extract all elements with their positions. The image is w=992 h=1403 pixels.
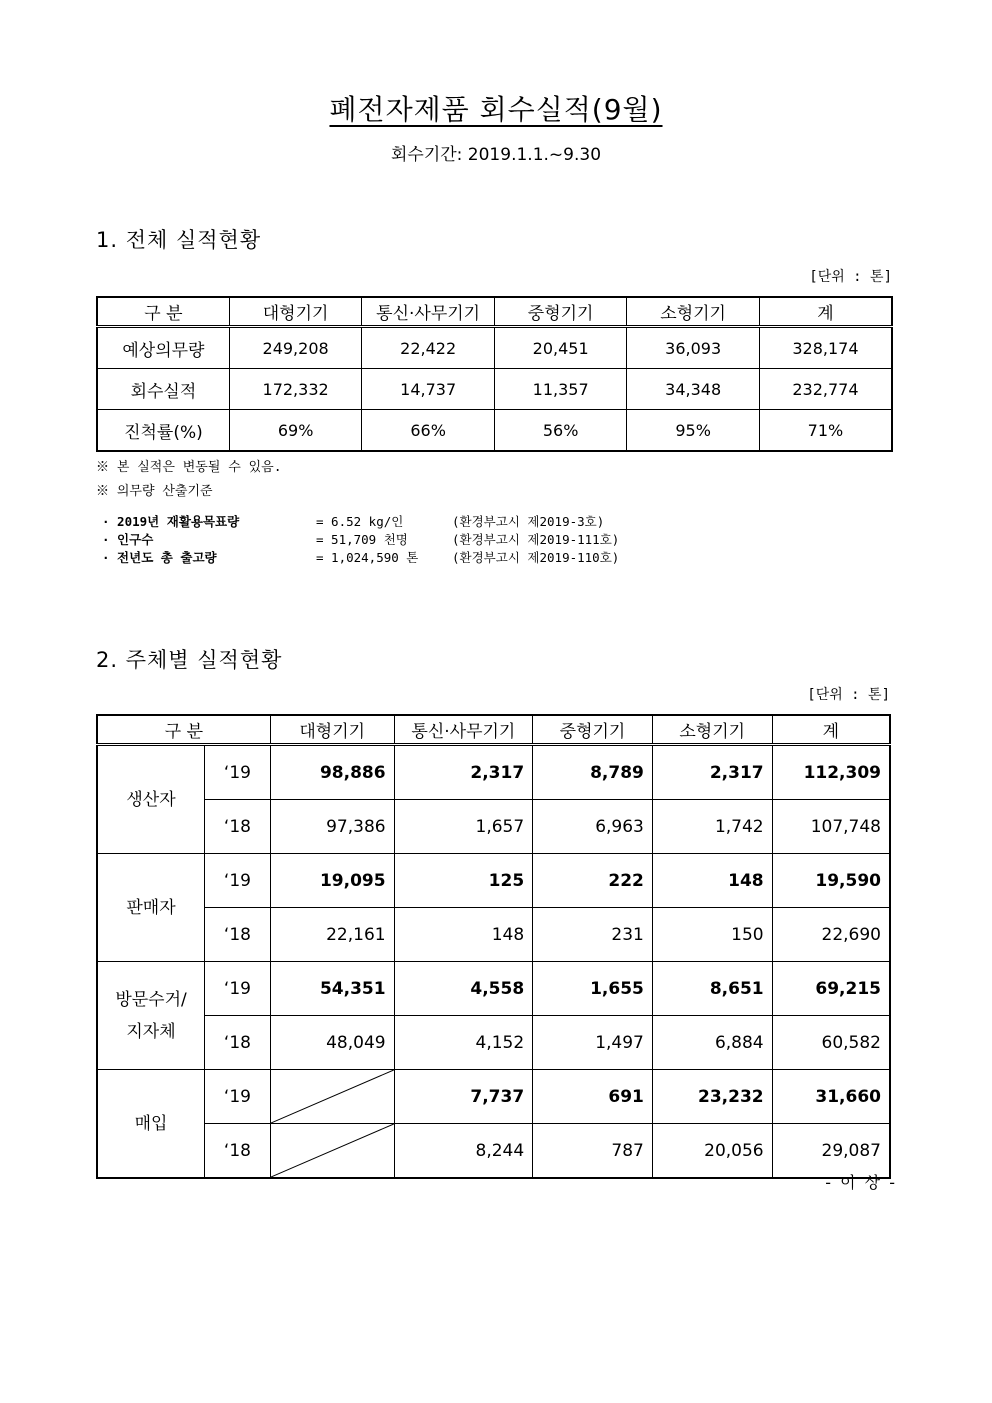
table-cell: 125 xyxy=(394,854,533,908)
document-title xyxy=(0,88,992,128)
table-cell: 222 xyxy=(533,854,653,908)
table-cell: 232,774 xyxy=(759,369,892,410)
table-row xyxy=(97,410,892,452)
group-label-line: 매입 xyxy=(134,1113,168,1134)
table-cell: 19,590 xyxy=(772,854,890,908)
table-row xyxy=(97,369,892,410)
criteria-value: = 1,024,590 톤 xyxy=(316,550,419,565)
section2-unit: [단위 : 톤] xyxy=(807,687,890,703)
table-cell: 11,357 xyxy=(494,369,627,410)
column-header: 대형기기 xyxy=(229,297,362,327)
table-cell: 69% xyxy=(229,410,362,452)
criteria-reference: (환경부고시 제2019-3호) xyxy=(452,514,605,529)
table-cell: 4,558 xyxy=(394,962,533,1016)
table-cell: 29,087 xyxy=(772,1124,890,1179)
diagonal-line xyxy=(271,1070,394,1123)
table-cell: 2,317 xyxy=(394,745,533,800)
table-cell: 691 xyxy=(533,1070,653,1124)
table-cell: 1,655 xyxy=(533,962,653,1016)
group-label-line: 생산자 xyxy=(126,789,176,810)
table-cell: 249,208 xyxy=(229,327,362,369)
criteria-reference: (환경부고시 제2019-111호) xyxy=(452,532,620,547)
year-cell: ‘18 xyxy=(205,908,271,962)
group-label xyxy=(97,854,205,962)
criteria-value: = 51,709 천명 xyxy=(316,532,408,547)
column-header: 계 xyxy=(759,297,892,327)
table-cell: 8,244 xyxy=(394,1124,533,1179)
table-cell: 71% xyxy=(759,410,892,452)
collection-period: 회수기간: 2019.1.1.~9.30 xyxy=(390,145,602,165)
table-row xyxy=(97,854,890,908)
table-cell: 1,742 xyxy=(652,800,772,854)
table-cell: 6,963 xyxy=(533,800,653,854)
criteria-label xyxy=(102,512,239,530)
year-cell: ‘19 xyxy=(205,962,271,1016)
note-variability: ※ 본 실적은 변동될 수 있음. xyxy=(96,460,282,475)
table-cell: 95% xyxy=(627,410,760,452)
table-cell: 66% xyxy=(362,410,495,452)
criteria-label-text: · 전년도 총 출고량 xyxy=(102,550,217,565)
overall-performance-table xyxy=(96,296,893,452)
table-cell: 328,174 xyxy=(759,327,892,369)
table-cell: 4,152 xyxy=(394,1016,533,1070)
table-row xyxy=(97,908,890,962)
year-cell: ‘19 xyxy=(205,745,271,800)
table-row xyxy=(97,1070,890,1124)
section1-heading: 1. 전체 실적현황 xyxy=(96,228,262,252)
table-cell: 31,660 xyxy=(772,1070,890,1124)
group-label-line: 판매자 xyxy=(126,897,176,918)
table-cell: 20,451 xyxy=(494,327,627,369)
year-cell: ‘18 xyxy=(205,1016,271,1070)
column-header: 중형기기 xyxy=(494,297,627,327)
table-row xyxy=(97,1124,890,1179)
criteria-reference: (환경부고시 제2019-110호) xyxy=(452,550,620,565)
table-cell: 60,582 xyxy=(772,1016,890,1070)
table-cell: 6,884 xyxy=(652,1016,772,1070)
table-row xyxy=(97,327,892,369)
table-cell: 14,737 xyxy=(362,369,495,410)
table-cell: 69,215 xyxy=(772,962,890,1016)
table-cell: 1,657 xyxy=(394,800,533,854)
group-label xyxy=(97,962,205,1070)
criteria-label-text: · 인구수 xyxy=(102,532,154,547)
table-cell: 22,422 xyxy=(362,327,495,369)
year-cell: ‘19 xyxy=(205,1070,271,1124)
table-cell: 22,690 xyxy=(772,908,890,962)
column-header: 구 분 xyxy=(97,715,270,745)
note-criteria: ※ 의무량 산출기준 xyxy=(96,484,213,499)
column-header: 계 xyxy=(772,715,890,745)
table-row xyxy=(97,745,890,800)
table-cell: 148 xyxy=(652,854,772,908)
year-cell: ‘18 xyxy=(205,800,271,854)
table-cell: 23,232 xyxy=(652,1070,772,1124)
section1-unit: [단위 : 톤] xyxy=(809,269,892,285)
table-cell: 1,497 xyxy=(533,1016,653,1070)
column-header: 통신·사무기기 xyxy=(394,715,533,745)
table-cell: 2,317 xyxy=(652,745,772,800)
table-cell: 98,886 xyxy=(270,745,394,800)
column-header: 소형기기 xyxy=(652,715,772,745)
table-header-row xyxy=(97,297,892,327)
criteria-label xyxy=(102,530,153,548)
criteria-label xyxy=(102,548,217,566)
table-cell: 36,093 xyxy=(627,327,760,369)
criteria-label-text: · 2019년 재활용목표량 xyxy=(102,514,240,529)
table-cell: 107,748 xyxy=(772,800,890,854)
year-cell: ‘19 xyxy=(205,854,271,908)
table-cell: 22,161 xyxy=(270,908,394,962)
group-label xyxy=(97,1070,205,1179)
table-cell: 172,332 xyxy=(229,369,362,410)
column-header: 통신·사무기기 xyxy=(362,297,495,327)
table-cell: 20,056 xyxy=(652,1124,772,1179)
table-cell: 787 xyxy=(533,1124,653,1179)
table-cell: 34,348 xyxy=(627,369,760,410)
table-row xyxy=(97,800,890,854)
table-cell: 97,386 xyxy=(270,800,394,854)
table-cell: 56% xyxy=(494,410,627,452)
end-mark: - 이 상 - xyxy=(825,1173,897,1192)
group-label-line: 지자체 xyxy=(126,1021,176,1042)
table-cell: 112,309 xyxy=(772,745,890,800)
criteria-value: = 6.52 kg/인 xyxy=(316,514,404,529)
table-cell: 148 xyxy=(394,908,533,962)
empty-diagonal-cell xyxy=(270,1070,394,1124)
row-label: 예상의무량 xyxy=(97,327,229,369)
table-cell: 231 xyxy=(533,908,653,962)
empty-diagonal-cell xyxy=(270,1124,394,1179)
table-cell: 54,351 xyxy=(270,962,394,1016)
diagonal-line xyxy=(271,1124,394,1177)
column-header: 소형기기 xyxy=(627,297,760,327)
row-label: 회수실적 xyxy=(97,369,229,410)
section2-heading: 2. 주체별 실적현황 xyxy=(96,648,283,672)
table-cell: 48,049 xyxy=(270,1016,394,1070)
group-label-line: 방문수거/ xyxy=(115,989,187,1010)
table-cell: 19,095 xyxy=(270,854,394,908)
performance-by-entity-table xyxy=(96,714,891,1179)
table-row xyxy=(97,1016,890,1070)
column-header: 구 분 xyxy=(97,297,229,327)
document-title-text: 폐전자제품 회수실적(9월) xyxy=(329,93,663,126)
table-header-row xyxy=(97,715,890,745)
year-cell: ‘18 xyxy=(205,1124,271,1179)
table-cell: 150 xyxy=(652,908,772,962)
table-cell: 8,789 xyxy=(533,745,653,800)
column-header: 중형기기 xyxy=(533,715,653,745)
group-label xyxy=(97,745,205,854)
column-header: 대형기기 xyxy=(270,715,394,745)
table-row xyxy=(97,962,890,1016)
table-cell: 7,737 xyxy=(394,1070,533,1124)
table-cell: 8,651 xyxy=(652,962,772,1016)
row-label: 진척률(%) xyxy=(97,410,229,452)
